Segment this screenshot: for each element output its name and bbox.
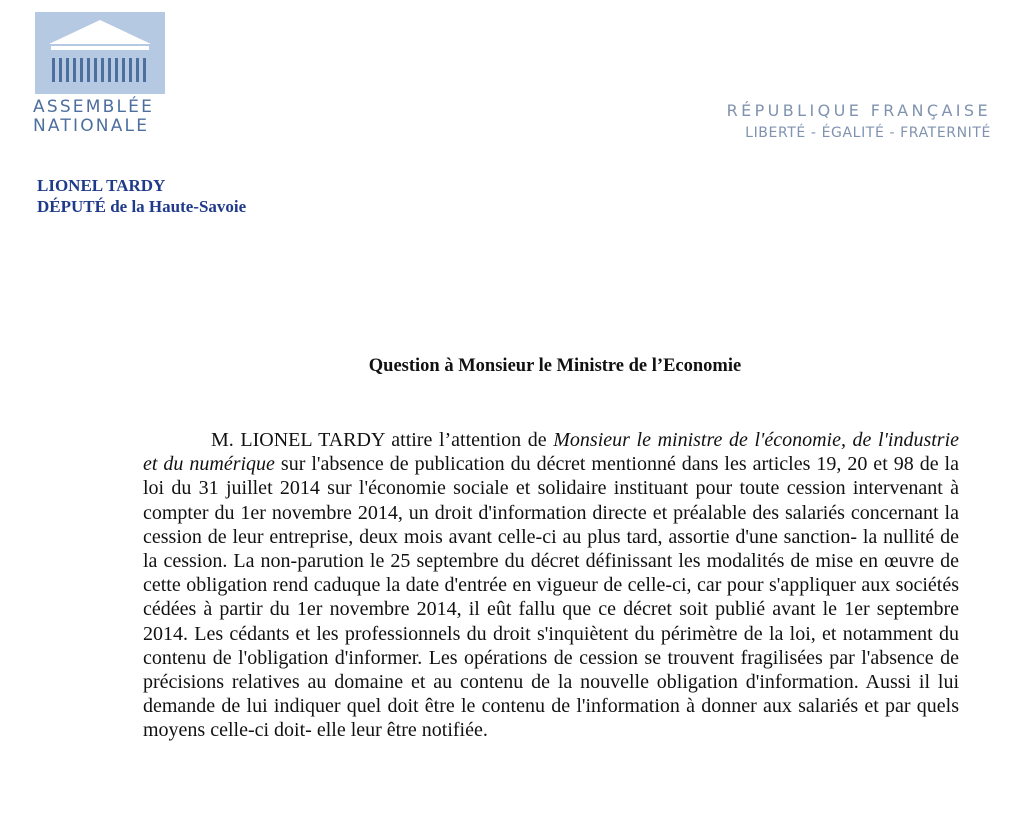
- author-name: LIONEL TARDY: [37, 176, 166, 195]
- logo-line-2: NATIONALE: [33, 116, 150, 136]
- assembly-building-icon: [35, 12, 165, 94]
- republic-header: [727, 100, 991, 144]
- body-addressee: Monsieur le ministre de l'économie, de l'industrie et du numérique: [143, 429, 959, 476]
- question-body: [143, 428, 959, 743]
- republic-motto: LIBERTÉ - ÉGALITÉ - FRATERNITÉ: [745, 125, 991, 141]
- question-title: Question à Monsieur le Ministre de l’Economie: [368, 356, 742, 376]
- assemblee-nationale-logo: [33, 12, 173, 136]
- republic-name: RÉPUBLIQUE FRANÇAISE: [726, 101, 991, 120]
- author-block: [37, 175, 246, 217]
- logo-line-1: ASSEMBLÉE: [33, 97, 155, 117]
- author-title: DÉPUTÉ de la Haute-Savoie: [37, 197, 247, 216]
- body-text: sur l'absence de publication du décret mentionné dans les articles 19, 20 et 98 de la loi du 31 juillet 2014 sur l'économie sociale et solidaire instituant pour toute cession intervenant à compter du 1er novembre 2014, un droit d'information directe et préalable des salariés concernant la cession de leur entreprise, deux mois avant celle-ci au plus tard, assortie d'une sanction- la nullité de la cession. La non-parution le 25 septembre du décret définissant les modalités de mise en œuvre de cette obligation rend caduque la date d'entrée en vigueur de celle-ci, car pour s'appliquer aux sociétés cédées à partir du 1er novembre 2014, il eût fallu que ce décret soit publié avant le 1er septembre 2014. Les cédants et les professionnels du droit s'inquiètent du périmètre de la loi, et notamment du contenu de l'obligation d'informer. Les opérations de cession se trouvent fragilisées par l'absence de précisions relatives au domaine et au contenu de la nouvelle obligation d'information. Aussi il lui demande de lui indiquer quel doit être le contenu de l'information à donner aux salariés et par quels moyens celle-ci doit- elle leur être notifiée.: [143, 453, 959, 742]
- body-intro: M. LIONEL TARDY attire l’attention de: [211, 429, 554, 451]
